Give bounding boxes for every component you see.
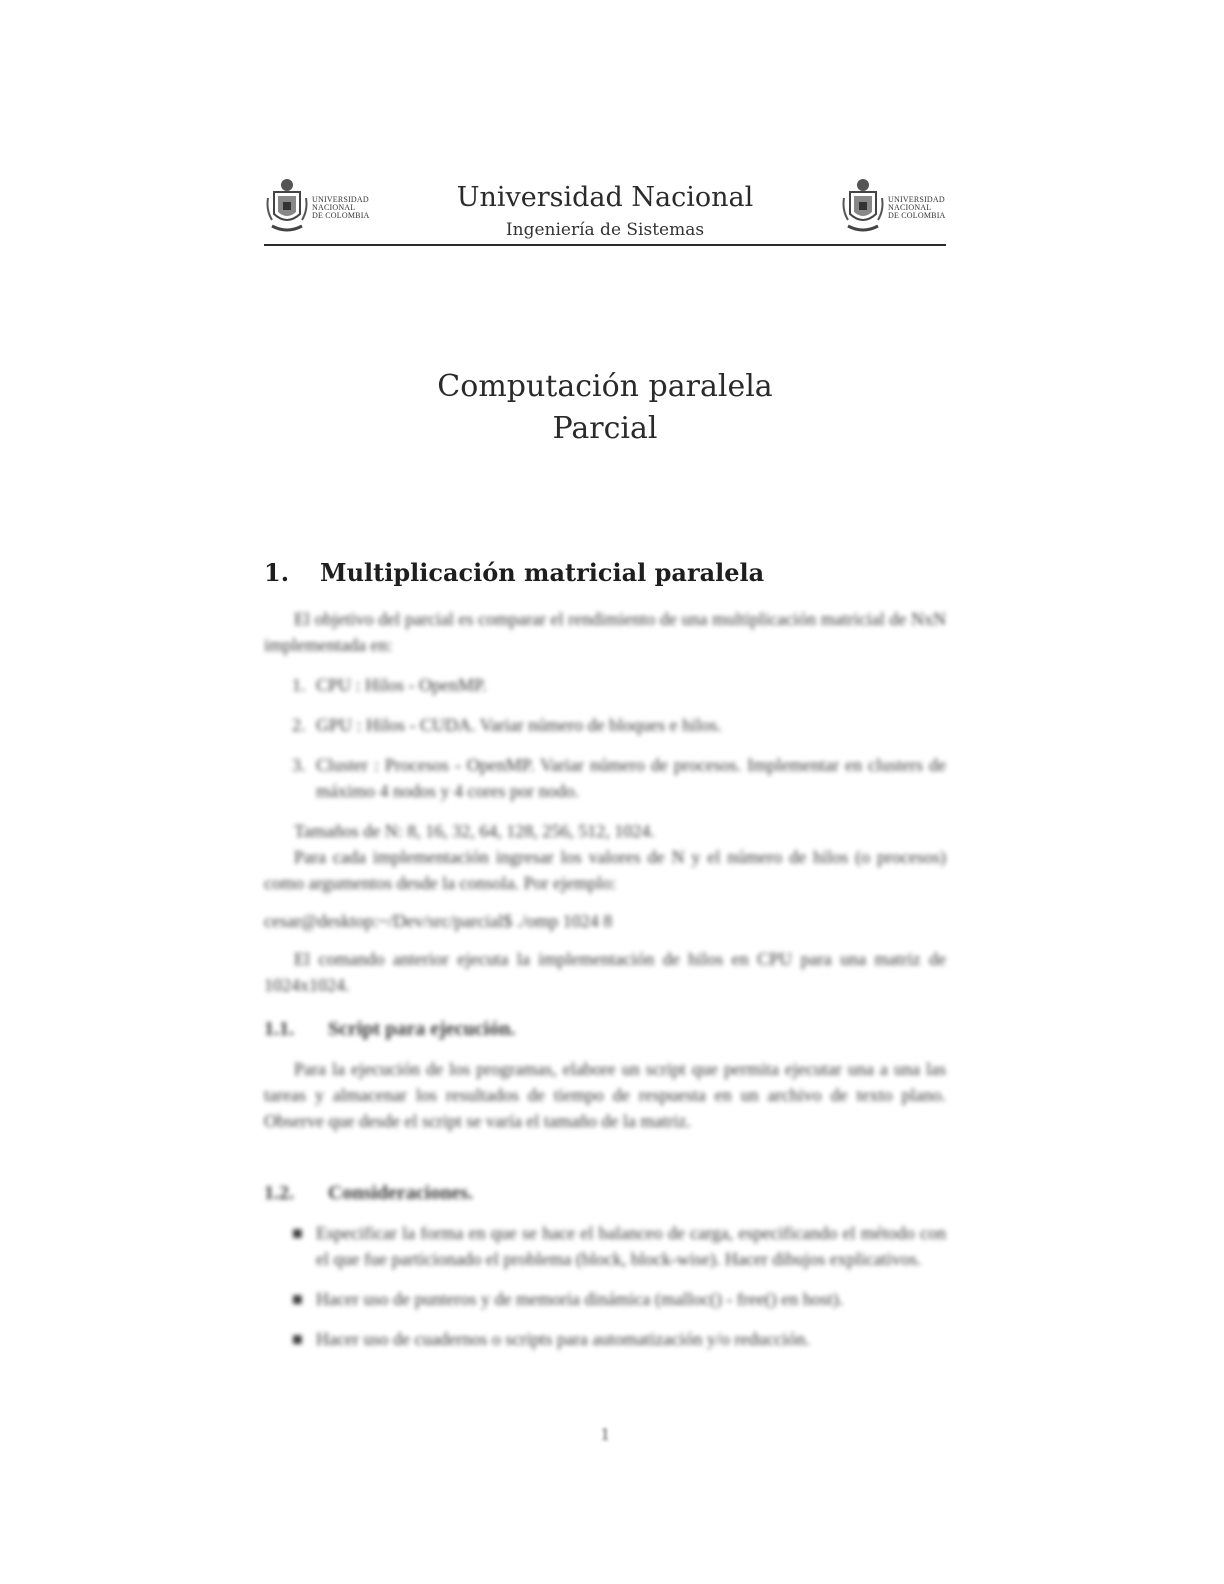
section-intro: El objetivo del parcial es comparar el rendimiento de una multiplicación matricial de NxN implementada en: [264, 609, 946, 655]
list-item-text: Cluster : Procesos - OpenMP. Variar número de procesos. Implementar en clusters de máximo 4 nodos y 4 cores por nodo. [316, 755, 946, 801]
logo-wordmark: UNIVERSIDAD NACIONAL DE COLOMBIA [888, 195, 946, 220]
command-example: cesar@desktop:~/Dev/src/parcial$ ./omp 1024 8 [264, 911, 613, 931]
page-header [264, 176, 946, 246]
subsection-title: Script para ejecución. [328, 1018, 516, 1040]
bullet-icon: ■ [292, 1329, 303, 1349]
list-item-text: CPU : Hilos - OpenMP. [316, 675, 487, 695]
document-title [264, 366, 946, 450]
bullet-icon: ■ [292, 1289, 303, 1309]
command-explanation: El comando anterior ejecuta la implementación de hilos en CPU para una matriz de 1024x1024. [264, 949, 946, 995]
coat-of-arms-icon [840, 176, 886, 238]
bullet-item [264, 1286, 946, 1312]
subsection-number: 1.2. [264, 1182, 294, 1204]
list-item [264, 672, 946, 698]
subsection-heading [264, 1016, 946, 1042]
sizes-line: Tamaños de N: 8, 16, 32, 64, 128, 256, 512, 1024. [294, 821, 655, 841]
logo-wordmark: UNIVERSIDAD NACIONAL DE COLOMBIA [312, 195, 370, 220]
list-item [264, 712, 946, 738]
list-item [264, 752, 946, 804]
subsection-title: Consideraciones. [328, 1182, 473, 1204]
section-heading [264, 558, 764, 587]
subsection-considerations [264, 1180, 946, 1352]
bullet-item [264, 1220, 946, 1272]
bullet-text: Especificar la forma en que se hace el balanceo de carga, especificando el método con el que fue particionado el problema (block, block-wise). Hacer dibujos explicativos. [316, 1223, 946, 1269]
subsection-script [264, 1016, 946, 1134]
subsection-heading [264, 1180, 946, 1206]
header-subtitle: Ingeniería de Sistemas [505, 220, 705, 240]
section-title: Multiplicación matricial paralela [320, 558, 765, 587]
subsection-paragraph: Para la ejecución de los programas, elabore un script que permita ejecutar una a una las tareas y almacenar los resultados de tiempo de respuesta en un archivo de texto plano. Observe que desde el script se varía el tamaño de la matriz. [264, 1059, 946, 1131]
bullet-text: Hacer uso de punteros y de memoria dinámica (malloc() - free() en host). [316, 1289, 844, 1309]
bullet-item [264, 1326, 946, 1352]
bullet-text: Hacer uso de cuadernos o scripts para automatización y/o reducción. [316, 1329, 810, 1349]
list-marker: 2. [292, 715, 306, 735]
list-marker: 1. [292, 675, 306, 695]
list-item-text: GPU : Hilos - CUDA. Variar número de bloques e hilos. [316, 715, 722, 735]
header-title: Universidad Nacional [456, 182, 754, 213]
section-body [264, 606, 946, 998]
university-logo [840, 176, 944, 238]
document-title-main: Computación paralela [437, 369, 773, 404]
bullet-icon: ■ [292, 1223, 303, 1243]
list-marker: 3. [292, 755, 306, 775]
document-title-sub: Parcial [552, 411, 658, 446]
section-number: 1. [264, 558, 290, 587]
header-divider [264, 244, 946, 246]
subsection-number: 1.1. [264, 1018, 294, 1040]
arguments-paragraph: Para cada implementación ingresar los valores de N y el número de hilos (o procesos) como argumentos desde la consola. Por ejemplo: [264, 847, 946, 893]
page-number: 1 [600, 1424, 610, 1444]
